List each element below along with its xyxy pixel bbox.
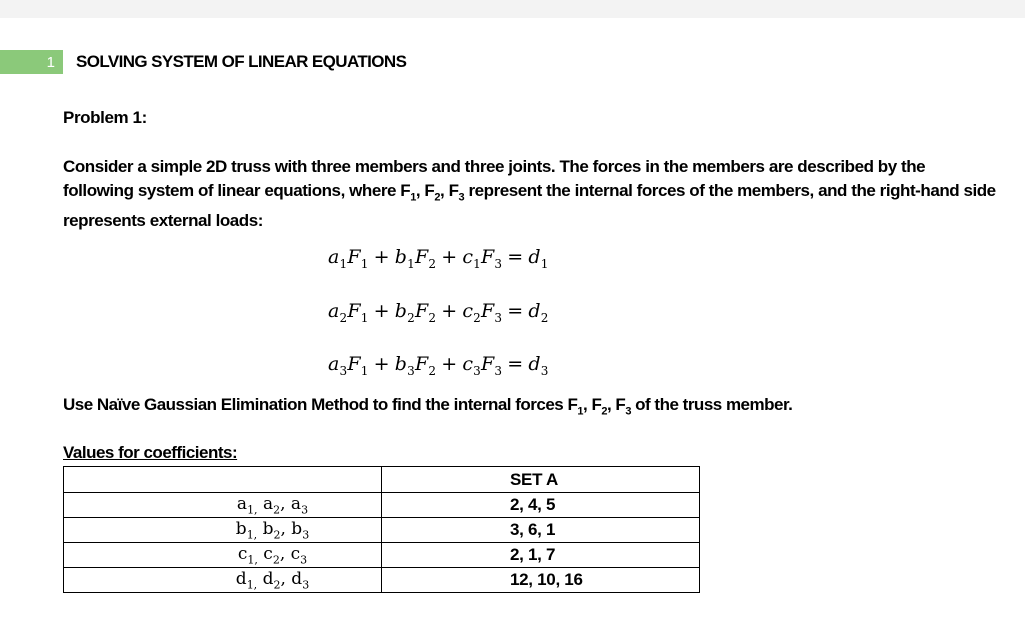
coef-label: $b_{1,}$ $b_2$, $b_3$ <box>64 518 382 543</box>
coef-value: 3, 6, 1 <box>382 518 700 543</box>
coef-label: $d_{1,}$ $d_2$, $d_3$ <box>64 568 382 593</box>
instruction-text-1: Use Naïve Gaussian Elimination Method to find the internal forces F <box>63 395 578 414</box>
intro-text-1: Consider a simple 2D truss with three members and three joints. The forces in the members are described by the following system of linear equations, where F <box>63 157 926 200</box>
problem-label: Problem 1: <box>63 108 147 127</box>
table-row <box>64 568 700 593</box>
table-header-set: SET A <box>382 467 700 493</box>
coef-label: $c_{1,}$ $c_2$, $c_3$ <box>64 543 382 568</box>
section-heading <box>0 49 406 75</box>
table-row <box>64 493 700 518</box>
coef-value: 2, 4, 5 <box>382 493 700 518</box>
table-row <box>64 543 700 568</box>
coefficients-table <box>63 466 700 593</box>
coef-value: 2, 1, 7 <box>382 543 700 568</box>
equation-2: $a_2F_1 + b_2F_2 + c_2F_3 = d_2$ <box>328 300 549 325</box>
intro-text-2: represent the internal forces of the members, and the right-hand side represents external loads: <box>63 181 996 231</box>
table-row <box>64 518 700 543</box>
values-label: Values for coefficients: <box>63 443 238 462</box>
coef-value: 12, 10, 16 <box>382 568 700 593</box>
instruction: Use Naïve Gaussian Elimination Method to find the internal forces $F_1$, $F_2$, $F_3$ of the truss member. <box>63 395 793 418</box>
equation-1: $a_1F_1 + b_1F_2 + c_1F_3 = d_1$ <box>328 246 549 271</box>
problem-intro: Consider a simple 2D truss with three members and three joints. The forces in the members are described by the following system of linear equations, where $F_1$, $F_2$, $F_3$ represent the internal forces of the members, and the right-hand side represents external loads: <box>63 157 996 231</box>
instruction-text-2: of the truss member. <box>630 395 793 414</box>
table-header-row <box>64 467 700 493</box>
table-header-empty <box>64 467 382 493</box>
top-strip <box>0 0 1025 18</box>
section-title: SOLVING SYSTEM OF LINEAR EQUATIONS <box>76 52 407 71</box>
section-number: 1 <box>0 50 63 74</box>
equation-3: $a_3F_1 + b_3F_2 + c_3F_3 = d_3$ <box>328 353 549 378</box>
coef-label: $a_{1,}$ $a_2$, $a_3$ <box>64 493 382 518</box>
